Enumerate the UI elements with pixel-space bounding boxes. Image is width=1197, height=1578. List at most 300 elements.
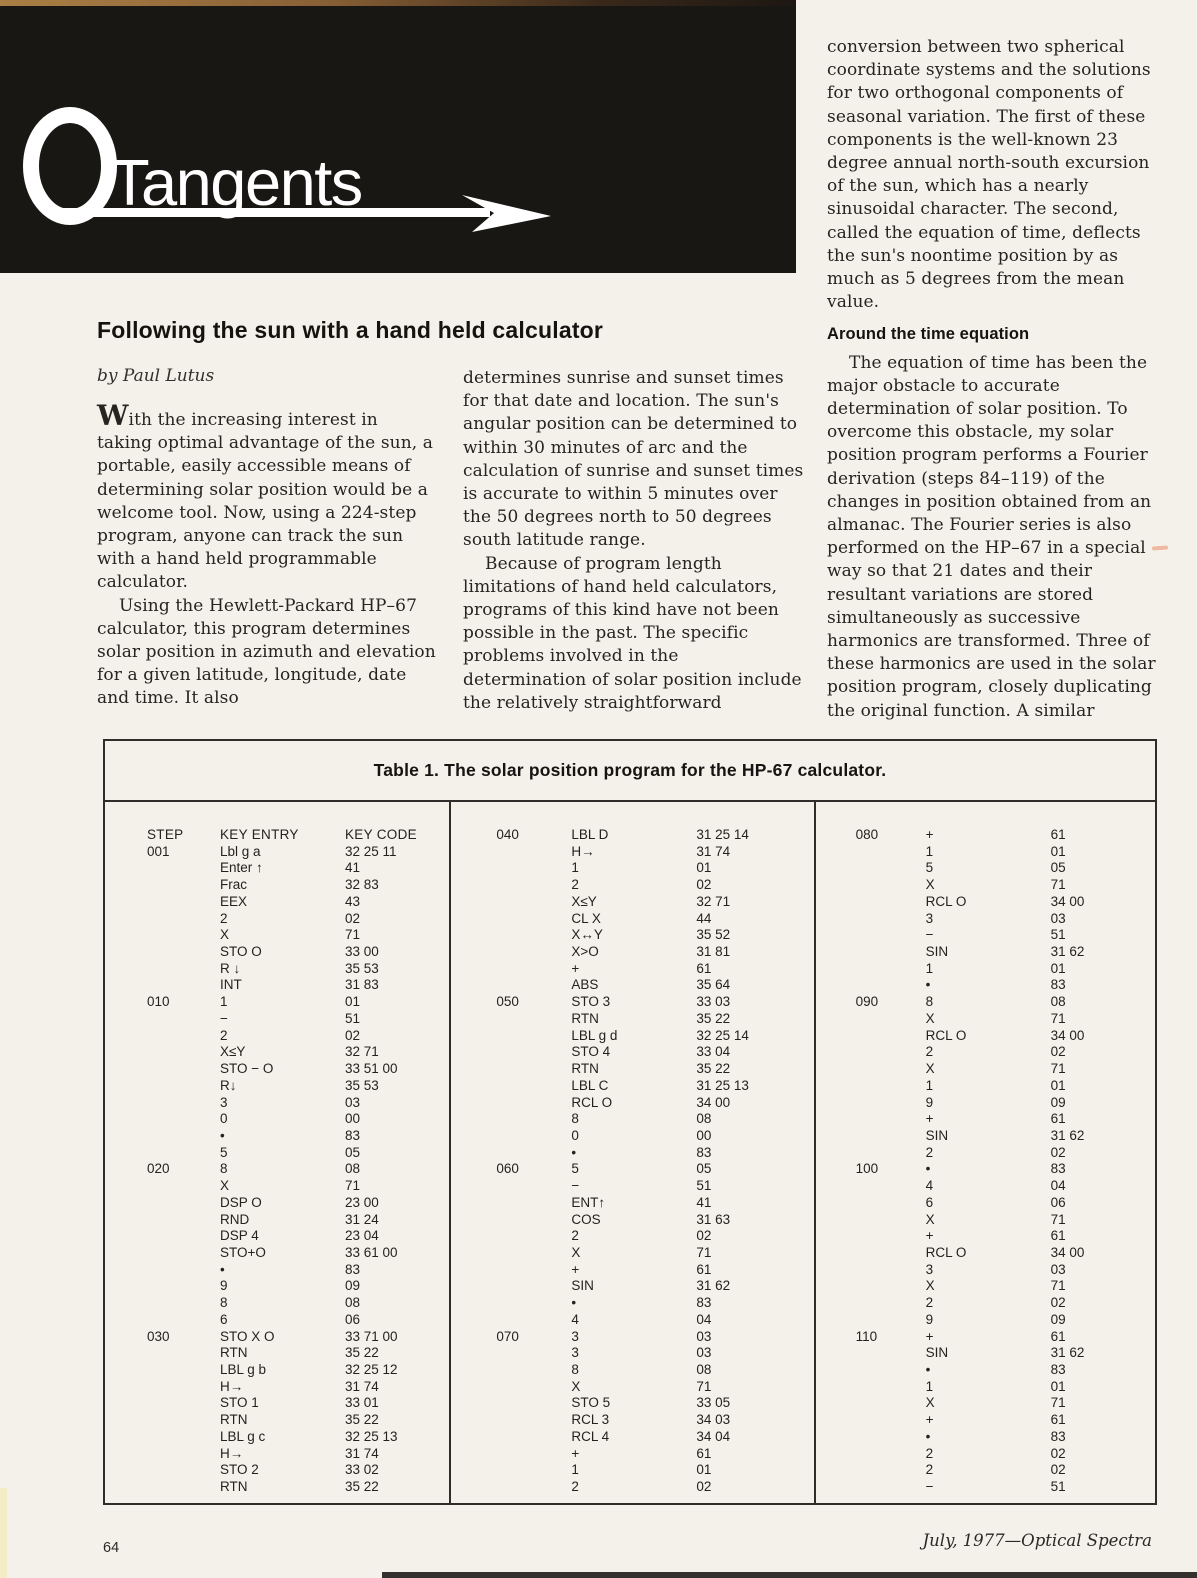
program-row [496, 1128, 813, 1145]
key-entry-cell: 3 [571, 1328, 579, 1344]
key-entry-cell: 2 [925, 1144, 934, 1160]
key-entry-cell: + [571, 1445, 580, 1461]
key-entry-cell: − [925, 927, 934, 943]
key-entry-cell: Frac [220, 877, 247, 893]
key-entry-cell: X≤Y [220, 1044, 246, 1060]
article-column-2 [463, 367, 804, 715]
program-row [147, 1429, 449, 1446]
program-row [496, 877, 813, 894]
step-cell: 110 [855, 1328, 878, 1344]
key-entry-cell: 2 [925, 1462, 934, 1478]
key-entry-cell: − [571, 1178, 580, 1194]
key-entry-cell: SIN [925, 944, 949, 960]
key-entry-cell: 2 [925, 1445, 934, 1461]
key-entry-cell: X [220, 927, 230, 943]
key-entry-cell: 2 [571, 1228, 579, 1244]
column-header-step: STEP [147, 827, 184, 842]
program-row [147, 1245, 449, 1262]
key-entry-cell: EEX [220, 893, 248, 909]
program-row [856, 1245, 1155, 1262]
key-code-cell: 02 [1050, 1144, 1066, 1160]
program-row [147, 1078, 449, 1095]
key-entry-cell: STO 2 [220, 1462, 259, 1478]
program-row [496, 1212, 813, 1229]
program-row [147, 1345, 449, 1362]
program-row [496, 1228, 813, 1245]
key-entry-cell: 4 [925, 1178, 934, 1194]
key-entry-cell: 2 [571, 877, 579, 893]
program-row [856, 1479, 1155, 1496]
program-row [147, 944, 449, 961]
program-row [147, 877, 449, 894]
key-code-cell: 71 [1050, 1010, 1066, 1026]
key-code-cell: 31 81 [696, 944, 731, 960]
key-entry-cell: LBL g b [220, 1362, 267, 1377]
program-row [856, 1044, 1155, 1061]
key-entry-cell: + [571, 1261, 580, 1277]
key-code-cell: 31 25 13 [696, 1077, 749, 1093]
program-row [496, 1178, 813, 1195]
key-code-cell: 83 [345, 1261, 361, 1277]
key-code-cell: 34 00 [1050, 1027, 1085, 1043]
program-row [856, 827, 1155, 844]
paragraph: determines sunrise and sunset times for that date and location. The sun's angular position can be determined to within 30 minutes of arc and the calculation of sunrise and sunset times is accurate to within 5 minutes over the 50 degrees north to 50 degrees south latitude range. [463, 368, 804, 551]
key-code-cell: 06 [345, 1311, 361, 1327]
program-row [856, 961, 1155, 978]
key-code-cell: 35 22 [696, 1061, 731, 1077]
key-entry-cell: X↔Y [571, 927, 603, 943]
key-code-cell: 06 [1050, 1194, 1066, 1210]
key-code-cell: 33 00 [345, 944, 379, 960]
key-code-cell: 33 03 [696, 994, 731, 1010]
program-row [496, 1395, 813, 1412]
key-code-cell: 71 [696, 1378, 712, 1394]
key-entry-cell: 5 [220, 1144, 228, 1160]
paragraph-text: ith the increasing interest in taking optimal advantage of the sun, a portable, easily accessible means of determining solar position would be a welcome tool. Now, using a 224-step program, anyone can track the sun with a hand held programmable calculator. [97, 410, 433, 593]
key-entry-cell: X [925, 1395, 935, 1411]
key-code-cell: 09 [1050, 1311, 1066, 1327]
key-entry-cell: 5 [925, 860, 934, 876]
key-entry-cell: 9 [925, 1311, 934, 1327]
key-code-cell: 02 [1050, 1462, 1066, 1478]
program-row [147, 1295, 449, 1312]
program-row [856, 877, 1155, 894]
key-entry-cell: Enter ↑ [220, 860, 263, 876]
program-row [856, 1011, 1155, 1028]
key-code-cell: 31 62 [1050, 944, 1085, 960]
key-code-cell: 34 00 [1050, 1244, 1085, 1260]
key-code-cell: 03 [696, 1345, 712, 1361]
key-code-cell: 32 71 [696, 893, 731, 909]
key-code-cell: 61 [1050, 1228, 1066, 1244]
program-row [856, 977, 1155, 994]
key-code-cell: 83 [1050, 1161, 1066, 1177]
scan-edge-left [0, 1488, 7, 1578]
key-entry-cell: STO 3 [571, 994, 611, 1010]
step-cell: 020 [147, 1161, 170, 1177]
key-code-cell: 34 04 [696, 1428, 731, 1444]
key-code-cell: 61 [1050, 827, 1066, 842]
key-code-cell: 09 [1050, 1094, 1066, 1110]
key-code-cell: 35 52 [696, 927, 731, 943]
key-entry-cell: LBL D [571, 827, 609, 842]
program-row [496, 1262, 813, 1279]
program-row [496, 1044, 813, 1061]
key-code-cell: 31 83 [345, 977, 379, 993]
key-code-cell: 51 [345, 1010, 361, 1026]
program-row [856, 894, 1155, 911]
column-header-key-code: KEY CODE [345, 827, 417, 842]
key-entry-cell: LBL C [571, 1077, 609, 1093]
program-row [496, 1078, 813, 1095]
step-cell: 060 [496, 1161, 519, 1177]
key-entry-cell: STO 1 [220, 1395, 259, 1411]
article-title: Following the sun with a hand held calculator [97, 317, 604, 343]
key-entry-cell: 2 [571, 1479, 579, 1495]
program-row [856, 1178, 1155, 1195]
program-row [147, 1028, 449, 1045]
key-code-cell: 05 [345, 1144, 361, 1160]
key-entry-cell: • [220, 1261, 225, 1277]
program-row [496, 1446, 813, 1463]
key-entry-cell: 1 [571, 1462, 579, 1478]
key-entry-cell: 0 [220, 1111, 228, 1127]
key-entry-cell: RCL O [571, 1094, 613, 1110]
key-code-cell: 71 [1050, 1061, 1066, 1077]
program-row [496, 1295, 813, 1312]
key-entry-cell: 9 [925, 1094, 934, 1110]
key-code-cell: 33 04 [696, 1044, 731, 1060]
step-cell: 050 [496, 994, 519, 1010]
key-entry-cell: SIN [925, 1127, 949, 1143]
key-entry-cell: RTN [220, 1479, 248, 1495]
article-byline: by Paul Lutus [97, 366, 215, 386]
program-row [147, 994, 449, 1011]
program-row [496, 1412, 813, 1429]
program-row [147, 1312, 449, 1329]
program-row [856, 1278, 1155, 1295]
key-entry-cell: + [925, 1111, 934, 1127]
program-row [496, 1111, 813, 1128]
key-entry-cell: + [925, 1328, 934, 1344]
key-entry-cell: RCL 3 [571, 1412, 610, 1428]
key-entry-cell: 1 [925, 843, 934, 859]
table-header-row [147, 827, 449, 844]
program-row [856, 1078, 1155, 1095]
key-code-cell: 35 22 [345, 1479, 379, 1495]
key-code-cell: 44 [696, 910, 712, 926]
program-row [496, 894, 813, 911]
program-row [147, 1095, 449, 1112]
key-code-cell: 33 71 00 [345, 1328, 398, 1344]
key-entry-cell: + [925, 1228, 934, 1244]
article-column-1 [97, 399, 438, 711]
key-code-cell: 35 53 [345, 960, 379, 976]
program-row [856, 927, 1155, 944]
program-row [496, 1145, 813, 1162]
key-entry-cell: LBL g c [220, 1428, 266, 1444]
table-title: Table 1. The solar position program for the HP-67 calculator. [105, 741, 1155, 802]
key-entry-cell: − [220, 1010, 228, 1026]
key-code-cell: 33 51 00 [345, 1061, 398, 1077]
key-code-cell: 83 [1050, 1362, 1066, 1377]
key-entry-cell: H→ [220, 1445, 244, 1461]
program-row [147, 1329, 449, 1346]
program-row [147, 1195, 449, 1212]
key-entry-cell: RND [220, 1211, 250, 1227]
key-entry-cell: 1 [571, 860, 579, 876]
key-code-cell: 01 [1050, 1077, 1066, 1093]
key-entry-cell: X [220, 1178, 230, 1194]
key-code-cell: 83 [345, 1127, 361, 1143]
key-code-cell: 34 00 [696, 1094, 731, 1110]
key-code-cell: 61 [696, 960, 712, 976]
tangents-banner [0, 6, 796, 273]
key-code-cell: 71 [696, 1244, 712, 1260]
key-entry-cell: 2 [220, 910, 228, 926]
program-row [856, 1111, 1155, 1128]
key-code-cell: 01 [696, 860, 712, 876]
key-code-cell: 02 [696, 1479, 712, 1495]
key-code-cell: 71 [1050, 1395, 1066, 1411]
page-number: 64 [103, 1540, 120, 1556]
key-code-cell: 02 [696, 1228, 712, 1244]
program-row [496, 994, 813, 1011]
key-code-cell: 23 04 [345, 1228, 379, 1244]
key-entry-cell: RCL O [925, 1027, 967, 1043]
program-row [496, 1245, 813, 1262]
key-code-cell: 34 00 [1050, 893, 1085, 909]
key-entry-cell: RTN [220, 1412, 248, 1428]
key-entry-cell: Lbl g a [220, 843, 261, 859]
program-row [147, 1128, 449, 1145]
key-entry-cell: COS [571, 1211, 601, 1227]
key-entry-cell: 8 [220, 1295, 228, 1311]
program-row [147, 1061, 449, 1078]
key-code-cell: 00 [696, 1127, 712, 1143]
key-code-cell: 02 [1050, 1044, 1066, 1060]
article-column-3 [827, 36, 1168, 723]
key-code-cell: 61 [696, 1445, 712, 1461]
program-row [147, 844, 449, 861]
key-entry-cell: 8 [220, 1161, 228, 1177]
key-code-cell: 61 [1050, 1328, 1066, 1344]
program-row [147, 1212, 449, 1229]
key-entry-cell: + [571, 960, 580, 976]
key-code-cell: 02 [345, 910, 361, 926]
table-group-2 [451, 802, 815, 1503]
key-entry-cell: X>O [571, 944, 599, 960]
key-entry-cell: LBL g d [571, 1027, 618, 1043]
key-entry-cell: STO+O [220, 1244, 266, 1260]
key-code-cell: 08 [696, 1362, 712, 1377]
key-entry-cell: X [925, 1010, 935, 1026]
program-row [496, 1195, 813, 1212]
key-code-cell: 31 62 [1050, 1345, 1085, 1361]
program-row [856, 1028, 1155, 1045]
program-row [496, 1011, 813, 1028]
key-code-cell: 33 05 [696, 1395, 731, 1411]
step-cell: 090 [855, 994, 879, 1010]
key-entry-cell: X [925, 877, 935, 893]
program-row [856, 944, 1155, 961]
program-row [856, 911, 1155, 928]
key-code-cell: 31 63 [696, 1211, 731, 1227]
table-body [105, 802, 1155, 1503]
program-row [856, 1212, 1155, 1229]
section-heading: Around the time equation [827, 325, 1030, 344]
key-code-cell: 35 64 [696, 977, 731, 993]
program-row [147, 1278, 449, 1295]
table-rows-group-2 [496, 827, 813, 1496]
paragraph: conversion between two spherical coordinate systems and the solutions for two orthogonal components of seasonal variation. The first of these components is the well-known 23 degree annual north-south excursion of the sun, which has a nearly sinusoidal character. The second, called the equation of time, deflects the sun's noontime position by as much as 5 degrees from the mean value. [827, 37, 1151, 313]
program-row [496, 1462, 813, 1479]
program-row [856, 1412, 1155, 1429]
key-code-cell: 32 83 [345, 877, 379, 893]
key-entry-cell: STO 5 [571, 1395, 611, 1411]
program-row [147, 927, 449, 944]
key-code-cell: 02 [1050, 1445, 1066, 1461]
key-code-cell: 31 62 [696, 1278, 731, 1294]
key-code-cell: 31 74 [345, 1445, 379, 1461]
program-row [496, 1061, 813, 1078]
program-row [856, 1161, 1155, 1178]
key-entry-cell: X [571, 1244, 581, 1260]
key-entry-cell: R ↓ [220, 960, 241, 976]
step-cell: 070 [496, 1328, 519, 1344]
program-row [856, 1262, 1155, 1279]
key-code-cell: 83 [1050, 977, 1066, 993]
program-table [103, 739, 1157, 1505]
program-row [856, 1429, 1155, 1446]
key-code-cell: 01 [1050, 1378, 1066, 1394]
key-entry-cell: RTN [571, 1010, 599, 1026]
step-cell: 001 [147, 843, 170, 859]
step-cell: 030 [147, 1328, 170, 1344]
program-row [856, 1295, 1155, 1312]
tangents-logo-icon [0, 6, 796, 273]
program-row [147, 860, 449, 877]
program-row [147, 1379, 449, 1396]
program-row [147, 1044, 449, 1061]
key-entry-cell: ABS [571, 977, 599, 993]
key-code-cell: 01 [345, 994, 361, 1010]
key-code-cell: 32 25 14 [696, 1027, 749, 1043]
key-code-cell: 31 74 [696, 843, 731, 859]
key-code-cell: 32 25 12 [345, 1362, 398, 1377]
key-code-cell: 31 24 [345, 1211, 379, 1227]
table-rows-group-1 [147, 844, 449, 1496]
key-entry-cell: DSP 4 [220, 1228, 259, 1244]
program-row [496, 844, 813, 861]
program-row [496, 1278, 813, 1295]
program-row [856, 1095, 1155, 1112]
key-code-cell: 83 [1050, 1428, 1066, 1444]
key-code-cell: 02 [345, 1027, 361, 1043]
program-row [856, 1145, 1155, 1162]
program-row [856, 1228, 1155, 1245]
program-row [147, 1161, 449, 1178]
key-code-cell: 71 [1050, 877, 1066, 893]
key-entry-cell: • [220, 1127, 225, 1143]
key-code-cell: 41 [696, 1194, 712, 1210]
key-code-cell: 43 [345, 893, 361, 909]
key-code-cell: 08 [345, 1295, 361, 1311]
key-entry-cell: X [925, 1278, 935, 1294]
step-cell: 010 [147, 994, 170, 1010]
program-row [147, 1262, 449, 1279]
program-row [856, 1329, 1155, 1346]
key-code-cell: 33 02 [345, 1462, 379, 1478]
program-row [496, 1161, 813, 1178]
key-code-cell: 23 00 [345, 1194, 379, 1210]
key-code-cell: 02 [696, 877, 712, 893]
program-row [856, 1312, 1155, 1329]
program-row [496, 1312, 813, 1329]
key-code-cell: 51 [696, 1178, 712, 1194]
program-row [496, 1095, 813, 1112]
key-entry-cell: 1 [220, 994, 228, 1010]
key-code-cell: 34 03 [696, 1412, 731, 1428]
key-entry-cell: X [571, 1378, 581, 1394]
key-code-cell: 03 [1050, 1261, 1066, 1277]
key-code-cell: 04 [1050, 1178, 1066, 1194]
paragraph [97, 399, 438, 595]
key-code-cell: 05 [1050, 860, 1066, 876]
key-entry-cell: R↓ [220, 1077, 237, 1093]
key-code-cell: 02 [1050, 1295, 1066, 1311]
key-entry-cell: X [925, 1061, 935, 1077]
key-entry-cell: RCL 4 [571, 1428, 610, 1444]
program-row [496, 944, 813, 961]
key-code-cell: 08 [696, 1111, 712, 1127]
key-code-cell: 35 22 [696, 1010, 731, 1026]
key-code-cell: 71 [345, 1178, 361, 1194]
program-row [856, 1379, 1155, 1396]
key-entry-cell: • [925, 977, 931, 993]
key-code-cell: 32 71 [345, 1044, 379, 1060]
key-code-cell: 08 [345, 1161, 361, 1177]
program-row [147, 911, 449, 928]
program-row [147, 1412, 449, 1429]
key-entry-cell: • [925, 1428, 931, 1444]
key-code-cell: 41 [345, 860, 361, 876]
key-entry-cell: • [571, 1144, 577, 1160]
step-cell: 040 [496, 827, 519, 842]
key-code-cell: 51 [1050, 927, 1066, 943]
program-row [496, 961, 813, 978]
key-code-cell: 33 61 00 [345, 1244, 398, 1260]
key-entry-cell: 3 [220, 1094, 228, 1110]
program-row [856, 994, 1155, 1011]
key-entry-cell: 5 [571, 1161, 579, 1177]
program-row [147, 961, 449, 978]
key-code-cell: 83 [696, 1144, 712, 1160]
key-code-cell: 71 [345, 927, 361, 943]
table-group-3 [816, 802, 1155, 1503]
key-entry-cell: 8 [571, 1111, 579, 1127]
key-code-cell: 61 [1050, 1111, 1066, 1127]
program-row [147, 977, 449, 994]
program-row [856, 1462, 1155, 1479]
program-row [147, 1145, 449, 1162]
program-row [856, 1446, 1155, 1463]
key-entry-cell: 8 [571, 1362, 579, 1377]
program-row [496, 827, 813, 844]
key-entry-cell: DSP O [220, 1194, 262, 1210]
key-entry-cell: H→ [571, 843, 595, 859]
program-row [856, 844, 1155, 861]
